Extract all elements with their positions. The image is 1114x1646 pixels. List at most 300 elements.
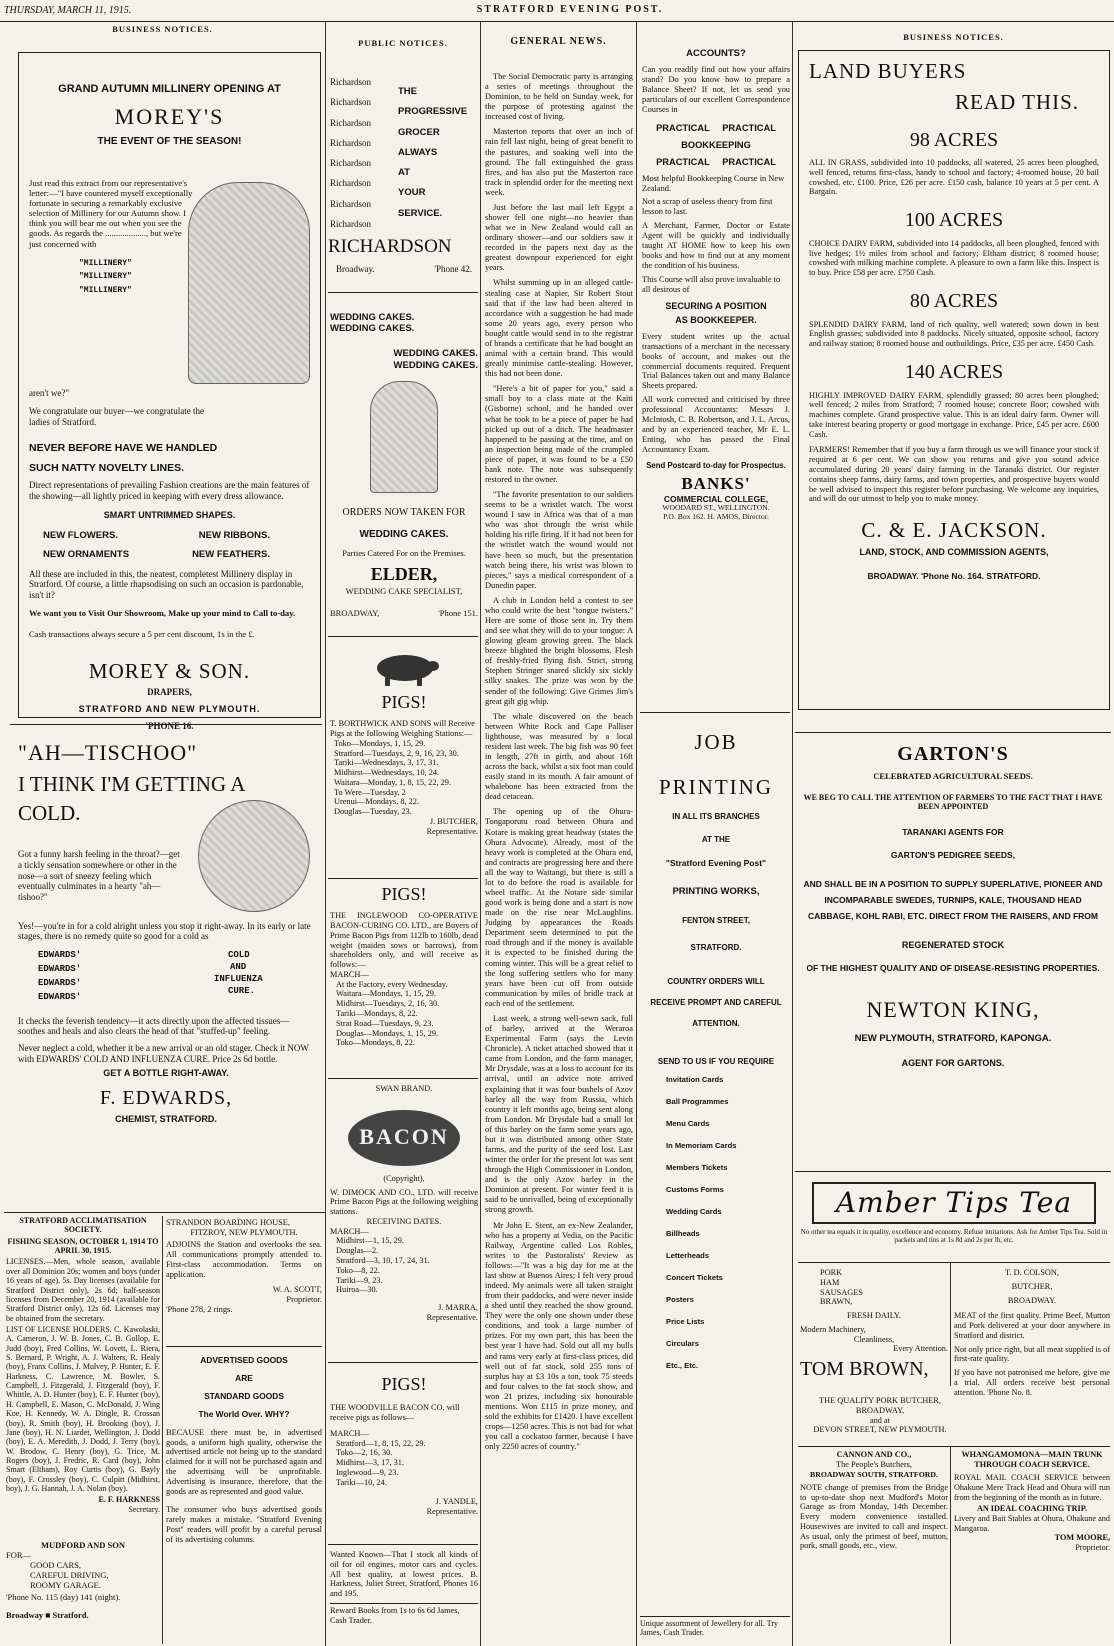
ad-divider: [166, 1346, 322, 1347]
land-title2: READ THIS.: [955, 89, 1079, 114]
pigs-march: MARCH—: [330, 1428, 369, 1438]
pigs-station-list: [330, 739, 478, 817]
tischoo-p2: Yes!—you're in for a cold alright unless you stop it right-away. In its early or late stages, there is no remedy quite so good for a cold as: [18, 920, 311, 942]
mudford-line: CAREFUL DRIVING,: [30, 1570, 109, 1581]
morey-advert: [18, 52, 321, 731]
job-t3: IN ALL ITS BRANCHES: [672, 811, 760, 821]
morey-cash: Cash transactions always secure a 5 per cent discount, 1s in the £.: [29, 628, 255, 639]
cure-word: AND: [230, 961, 247, 972]
accounts-practical: PRACTICAL PRACTICAL: [656, 156, 776, 167]
coach-trip: AN IDEAL COACHING TRIP.: [976, 1504, 1088, 1514]
news-paragraph: A club in London held a contest to see who could write the best "tongue twisters." Here are some of those sent in. Try them and see what they will do to your tongue: A glowing gleam growing green. The black breeze blighted the bright blossoms. Flesh of freshly-fried flying fish. Strict, strong Stephen Stringer snared slickly six sickly silky snakes. The prize was won by the sender of the following: Give Grimes Jim's great gilt gig whip.: [485, 595, 633, 706]
garton-supply: AND SHALL BE IN A POSITION TO SUPPLY SUPERLATIVE, PIONEER AND INCOMPARABLE SWEDES, TURNIPS, KALE, THOUSAND HEAD CABBAGE, KOHL RABI, ETC. DIRECT FROM THE RAISERS, AND FROM: [803, 878, 1103, 921]
morey-ribbons: NEW RIBBONS.: [198, 530, 270, 542]
mudford-line: GOOD CARS,: [30, 1560, 82, 1571]
pigs-station-row: Toko—Mondays, 8, 22.: [336, 1038, 415, 1048]
pigs-title: PIGS!: [381, 1374, 427, 1394]
land-acres: 98 ACRES: [909, 128, 999, 151]
morey-congratulate: We congratulate our buyer—we congratulate the ladies of Stratford.: [29, 406, 204, 427]
sneezing-man-illustration: [198, 800, 310, 912]
mudford-name: MUDFORD AND SON: [40, 1540, 126, 1550]
morey-natty: SUCH NATTY NOVELTY LINES.: [29, 461, 184, 474]
land-acres: 100 ACRES: [904, 209, 1004, 232]
tischoo-title: "AH—TISCHOO": [18, 740, 198, 765]
pigs-station-row: Douglas—2.: [336, 1246, 379, 1256]
morey-heading: GRAND AUTUMN MILLINERY OPENING AT: [58, 83, 281, 95]
pigs-station-row: Midhirst—Wednesdays, 10, 24.: [334, 768, 440, 778]
reward-books: Reward Books from 1s to 6s 6d James, Cash Trader.: [330, 1603, 478, 1626]
edwards-name: F. EDWARDS,: [99, 1086, 233, 1109]
brown-line: SAUSAGES: [820, 1287, 863, 1297]
section-label: PUBLIC NOTICES.: [358, 38, 448, 48]
column-rule: [636, 22, 637, 1646]
edwards-chemist: CHEMIST, STRATFORD.: [115, 1114, 217, 1125]
strandon-phone: 'Phone 278, 2 rings.: [166, 1305, 233, 1315]
pigs-station-row: Stratford—Tuesdays, 2, 9, 16, 23, 30.: [334, 748, 459, 758]
richardson-word: YOUR: [398, 187, 426, 199]
tischoo-title2: I THINK I'M GETTING A: [18, 771, 246, 796]
accounts-p2: Most helpful Bookkeeping Course in New Zealand.: [642, 173, 785, 193]
job-item: Billheads: [666, 1228, 700, 1238]
strandon-prop: Proprietor.: [286, 1295, 322, 1305]
banks-college: COMMERCIAL COLLEGE,: [663, 493, 769, 504]
dimock-pigs-notice: [330, 1084, 478, 1360]
adv-t2: ARE: [235, 1372, 253, 1383]
pigs-station-row: Douglas—Mondays, 1, 15, 29.: [336, 1028, 439, 1038]
mudford-phone: 'Phone No. 115 (day) 141 (night).: [6, 1592, 121, 1603]
accounts-bookkeeper: AS BOOKKEEPER.: [675, 315, 757, 326]
garton-regenerated: REGENERATED STOCK: [901, 939, 1005, 950]
elder-address: BROADWAY,: [330, 607, 380, 618]
pigs-station-row: Urenui—Mondays, 8, 22.: [334, 797, 420, 807]
dimock-intro: W. DIMOCK AND CO., LTD. will receive Prime Bacon Pigs at the following weighing stations.: [330, 1187, 478, 1217]
job-item: Wedding Cards: [666, 1206, 722, 1216]
pigs-title: PIGS!: [381, 692, 427, 712]
strandon-title: STRANDON BOARDING HOUSE,: [166, 1218, 291, 1227]
morey-want: We want you to Visit Our Showroom, Make up your mind to Call to-day.: [29, 608, 296, 619]
pigs-station-row: Inglewood—9, 23.: [336, 1467, 399, 1477]
garton-subtitle: CELEBRATED AGRICULTURAL SEEDS.: [873, 770, 1033, 781]
wedding-cake-illustration: [370, 381, 438, 493]
accounts-p3: Not a scrap of useless theory from first lesson to last.: [642, 197, 773, 217]
millinery-text: "MILLINERY": [79, 272, 132, 282]
pigs-march: MARCH—: [330, 969, 369, 979]
job-t5: "Stratford Evening Post": [665, 858, 767, 869]
richardson-repeat: Richardson: [330, 219, 371, 230]
colson-advert: [954, 1268, 1110, 1444]
coach-sign: TOM MOORE,: [1054, 1533, 1110, 1543]
dimock-rep: Representative.: [426, 1312, 478, 1322]
general-news-column: [485, 72, 633, 1644]
job-t2: PRINTING: [659, 774, 773, 799]
ad-divider: [328, 636, 478, 637]
job-t9: COUNTRY ORDERS WILL: [667, 976, 765, 986]
job-t4: AT THE: [701, 834, 731, 844]
pigs-station-row: Stratford—3, 10, 17, 24, 31.: [336, 1256, 430, 1266]
morey-name: MOREY'S: [114, 103, 225, 129]
cure-word: INFLUENZA: [214, 973, 263, 984]
wedding-cakes: WEDDING CAKES.: [393, 348, 478, 360]
accounts-p7: All work corrected and criticised by three professional Accountants: Messrs J. McIntosh, C. B. Robertson, and J. L. Arcus, and by an experienced teacher, Mr E. L. Enting, who has passed the Final Accountancy Exam.: [642, 395, 790, 454]
pigs-station-row: Waitara—Monday, 1, 8, 15, 22, 29.: [334, 777, 452, 787]
issue-date: THURSDAY, MARCH 11, 1915.: [4, 5, 132, 16]
richardson-word: ALWAYS: [398, 146, 438, 158]
job-item: Price Lists: [666, 1316, 705, 1326]
elder-wedding: WEDDING CAKES.: [359, 528, 449, 540]
news-paragraph: Mr John E. Stent, an ex-New Zealander, who has a property at Vedia, on the Pacific Railway, Argentine called Los Robles, writes to the Pastoralists' Review as follows:—"It was a big day for me at the last show at Buenos Aires; I felt very proud indeed. My animals were all taken straight from their paddocks, and were never inside a shed until they reached the show ground. They were the only one shown under these conditions, and took a large number of prizes. For my own part, this has been the best year I have had. Sold out all my bulls and rams very early at first-class prices, did well out of fat stock, sold 255 tons of surplus hay at £3 10s a ton, took 75 steeds and four calves to the fat stock show, and won 21 prizes, including six honourable mentions. Won £115 in prize money, and sold the exhibits for £1420. I have excellent crops—1250 acres. This is not bad for what you call a cockatoo farmer, because I have only 2250 acres of country.": [485, 1220, 633, 1452]
accl-list: LIST OF LICENSE HOLDERS. C. Kawolaski, A. Cameron, J. W. B. Jones, C. B. Gollop, E. Judd (boy), Fred Collins, W. Lovett, L. Riera, S. Bernard, P. Wright, A. J. Walters, R. Healy (boy), Franx Collins, J. Mulvey, P. Hunter, E. F. Harkness, C. Lawrence, M. Bowler, S. Campbell, J. Fitzgerald, J. Fitzgerald (boy), F. Whittle, A. D. Hunter (boy), E. F. Hunter (boy), H. Campbell, E. Mason, C. McDonald, J. Wing Koe, H. Kennedy, W. A. Dingle, R. Crossan (boy), R. Smith (boy), H. Brooking (boy), J. Jane (boy), H. N. Liardet, Wellington, J. Dodd (boy), E. A. Meredith, J. Dodd, J. Terry (boy), W. Brodow, C. Henry (boy), G. Trice, M. Rogers (boy), J. Fredric, R. Card (boy), John Smart (Eltham), Roy Curtis (boy), G. Bayly (boy), F. Crossley (boy), C. Culpitt (Midhirst, boy), J. G. Hannah, J. A. Nolan (boy).: [6, 1324, 160, 1494]
advertised-goods-notice: [166, 1352, 322, 1642]
morey-phone: 'PHONE 16.: [145, 720, 194, 731]
masthead: [0, 0, 1114, 22]
elder-name: ELDER,: [370, 564, 438, 585]
wedding-cakes: WEDDING CAKES.: [393, 359, 478, 371]
adv-p1: BECAUSE there must be, in advertised goods, a uniform high quality, otherwise the advertised article not being up to the standard claimed for it will not be purchased again and the advertising will be unprofitable. Advertising is insurance, therefore, that the goods are as represented and good value.: [166, 1427, 322, 1497]
pigs-station-row: Midhirst—1, 15, 29.: [336, 1236, 404, 1246]
coach-stables: Livery and Bait Stables at Ohura, Ohakune and Mangaroa.: [954, 1514, 1110, 1533]
banks-college-advert: [642, 48, 790, 608]
elder-orders: ORDERS NOW TAKEN FOR: [342, 506, 466, 518]
accounts-p4: A Merchant, Farmer, Doctor or Estate Agent will be quickly and individually taught AT HOME how to keep his own books and how to find out at any moment the condition of his business.: [642, 221, 790, 270]
job-item: Invitation Cards: [666, 1075, 724, 1085]
land-acres: 140 ACRES: [904, 360, 1004, 383]
accounts-p6: Every student writes up the actual transactions of a merchant in the necessary books of account, and makes out the commercial documents required. Frequent Trial Balances taken out and many Balance Sheets prepared.: [642, 331, 790, 391]
coach-title: WHANGAMOMONA—MAIN TRUNK THROUGH COACH SERVICE.: [961, 1450, 1103, 1469]
pigs-rep: Representative.: [426, 1507, 478, 1517]
cannon-sub: The People's Butchers,: [836, 1459, 912, 1469]
mudford-for: FOR—: [6, 1550, 32, 1561]
amber-logo-box: [812, 1182, 1096, 1224]
tischoo-p4: Never neglect a cold, whether it be a new arrival or an old stager. Check it NOW with EDWARDS' COLD AND INFLUENZA CURE. Price 2s 6d bottle.: [18, 1042, 309, 1064]
column-rule: [325, 22, 326, 1646]
borthwick-pigs-notice: [330, 648, 478, 874]
land-desc: ALL IN GRASS, subdivided into 10 paddocks, all watered, 25 acres been ploughed, well fenced, returns first-class, handy to school and factory; 4-roomed house, 20 bail cowshed, etc. £100. Price, £26 per acre. £150 cash, balance 10 years at 5 per cent. A Bargain.: [809, 158, 1099, 197]
cannon-body: NOTE change of premises from the Bridge to up-to-date shop next Mudford's Motor Garage as from Monday, 14th December. Every modern convenience installed. Housewives are invited to call and inspect. As usual, only the primest of beef, mutton, pork, small goods, etc., view.: [800, 1482, 948, 1551]
land-title1: LAND BUYERS: [809, 59, 967, 83]
coach-prop: Proprietor.: [1075, 1543, 1110, 1553]
pigs-sign: J. BUTCHER,: [429, 817, 478, 827]
richardson-repeat: Richardson: [330, 198, 371, 209]
coach-body: ROYAL MAIL COACH SERVICE between Ohakune Mere Track Head and Ohura will run from the beginning of the month as in future.: [954, 1473, 1110, 1502]
pigs-station-row: Midhirst—3, 17, 31.: [336, 1458, 404, 1468]
richardson-address: Broadway.: [336, 264, 375, 275]
accounts-bookkeeping: BOOKKEEPING: [681, 139, 751, 150]
colson-p1: MEAT of the first quality. Prime Beef, Mutton and Pork delivered at your door anywhere in Stratford and district.: [954, 1311, 1110, 1340]
wanted-body: Wanted Known—That I stock all kinds of oil for oil engines, motor cars and cycles. All best quality, at lowest prices. B. Harkness, Juliet Street, Stratford, Phones 16 and 195.: [330, 1550, 478, 1599]
adv-p2: The consumer who buys advertised goods rarely makes a mistake. "Stratford Evening Post" readers will profit by a careful perusal of its advertising columns.: [166, 1504, 322, 1544]
morey-all: All these are included in this, the neatest, completest Millinery display in Stratford. Of course, a little rhapsodising on such an occasion is pardonable, isn't it?: [29, 568, 304, 600]
pigs-station-row: Tariki—10, 24.: [336, 1477, 387, 1487]
brown-quality: THE QUALITY PORK BUTCHER,: [819, 1396, 941, 1405]
elder-specialist: WEDDING CAKE SPECIALIST,: [345, 585, 463, 596]
jackson-firm: C. & E. JACKSON.: [861, 518, 1047, 543]
morey-ornaments: NEW ORNAMENTS: [43, 549, 130, 561]
job-t11: ATTENTION.: [692, 1019, 740, 1029]
morey-flowers: NEW FLOWERS.: [43, 530, 118, 542]
bacon-pig-logo: [344, 1102, 464, 1172]
pig-icon: [369, 648, 439, 688]
edwards-advert: [10, 740, 322, 1210]
morey-feathers: NEW FEATHERS.: [192, 549, 270, 561]
elder-phone: 'Phone 151.: [438, 607, 478, 618]
dimock-march: MARCH—: [330, 1226, 369, 1236]
jackson-address: BROADWAY. 'Phone No. 164. STRATFORD.: [867, 571, 1041, 582]
ad-divider: [798, 1262, 1110, 1263]
newton-king: NEWTON KING,: [866, 996, 1040, 1022]
job-item: Posters: [666, 1294, 694, 1304]
column-rule: [792, 22, 793, 1646]
elder-advert: [330, 312, 478, 632]
wanted-known-notice: [330, 1550, 478, 1644]
adv-t4: The World Over. WHY?: [198, 1408, 290, 1419]
richardson-word: SERVICE.: [398, 207, 443, 219]
richardson-big: RICHARDSON: [328, 236, 452, 257]
richardson-repeat: Richardson: [330, 178, 371, 189]
morey-place: STRATFORD AND NEW PLYMOUTH.: [78, 704, 261, 715]
pigs-station-row: Toko—2, 16, 30.: [336, 1448, 393, 1458]
pigs-station-row: Strat Road—Tuesdays, 9, 23.: [336, 1018, 434, 1028]
pigs-title: PIGS!: [381, 884, 427, 904]
tischoo-p1: Got a funny harsh feeling in the throat?—get a tickly sensation somewhere or other in the nose—a sort of sneezy feeling which eventually culminates in a hearty "ah—tishoo?": [18, 849, 180, 902]
ad-divider: [328, 1362, 478, 1363]
job-item: Ball Programmes: [666, 1097, 729, 1107]
news-paragraph: Last week, a strong well-sewn sack, full of barley, arrived at the Weraroa Experimental Farm (says the Levin Chronicle). A ticket attached showed that it came from London, and the farm manager, Mr Drysdale, was at a loss to account for its arrival, until an advice note arrived explaining that it was four bushels of Azov barley all the way from Russia, which country it left months ago, being sent along from London. Mr Drysdale had a small lot of this barley on the farm some years ago, but it was distributed among other State farms, and the purity of the seed lost. Last winter the order for the present lot was sent through the High Commissioner in London, and is the only Azov barley in the Dominion at present. For winter feed it is said to be unrivalled, being of exceptionally strong growth.: [485, 1013, 633, 1215]
column-rule: [480, 22, 481, 1646]
brown-line: BRAWN,: [820, 1297, 853, 1307]
newton-towns: NEW PLYMOUTH, STRATFORD, KAPONGA.: [854, 1032, 1052, 1044]
job-items-list: [642, 1076, 790, 1370]
richardson-word: AT: [398, 167, 410, 179]
garton-seeds-advert: [795, 732, 1111, 1172]
accl-sign: E. F. HARKNESS: [98, 1495, 160, 1505]
swan-copyright: (Copyright).: [383, 1173, 425, 1183]
section-label: BUSINESS NOTICES.: [903, 32, 1004, 42]
morey-direct: Direct representations of prevailing Fashion creations are the main features of the showing—all lightly priced in keeping with every dress allowance.: [29, 480, 310, 501]
woodville-pigs-notice: [330, 1370, 478, 1540]
ad-divider: [798, 1446, 1110, 1447]
job-item: Letterheads: [666, 1250, 710, 1260]
garton-attention: WE BEG TO CALL THE ATTENTION OF FARMERS TO THE FACT THAT I HAVE BEEN APPOINTED: [803, 792, 1103, 812]
richardson-repeat: Richardson: [330, 158, 371, 169]
paper-title: STRATFORD EVENING POST.: [476, 4, 664, 15]
pigs-station-row: Stratford—1, 8, 15, 22, 29.: [336, 1438, 426, 1448]
accounts-practical: PRACTICAL PRACTICAL: [656, 122, 776, 133]
strandon-owner: W. A. SCOTT,: [272, 1285, 322, 1295]
accl-season: FISHING SEASON, OCTOBER 1, 1914 TO APRIL 30, 1915.: [7, 1236, 159, 1256]
column-rule: [162, 1216, 163, 1644]
richardson-repeat: Richardson: [330, 137, 371, 148]
news-paragraph: "The favorite presentation to our soldiers seems to be a wristlet watch. The worst wound I saw in Africa was that of a man who was shot through the wrist while holding his rifle firing. If it had not been for the wristlet watch the wound would not have been so much, but the presentation watch being there, his wrist was blown to pieces," says a medical correspondent of a Dunedin paper.: [485, 490, 633, 590]
richardson-word: GROCER: [398, 126, 440, 138]
job-item: Circulars: [666, 1338, 699, 1348]
pigs-station-row: Toko—8, 22.: [336, 1265, 380, 1275]
banks-po: P.O. Box 162. H. AMOS, Director.: [663, 511, 769, 521]
accounts-send: Send Postcard to-day for Prospectus.: [646, 460, 786, 470]
richardson-repeat: Richardson: [330, 117, 371, 128]
jackson-agents: LAND, STOCK, AND COMMISSION AGENTS,: [859, 546, 1049, 557]
pigs-intro: T. BORTHWICK AND SONS will Receive Pigs at the following Weighing Stations:—: [330, 719, 475, 739]
ad-divider: [328, 1544, 478, 1545]
unique-text: Unique assortment of Jewellery for all. Try James, Cash Trader.: [640, 1616, 790, 1638]
garton-title: GARTON'S: [897, 743, 1009, 765]
morey-never: NEVER BEFORE HAVE WE HANDLED: [29, 441, 218, 454]
pigs-station-list: [330, 1236, 478, 1295]
brown-line: HAM: [820, 1277, 840, 1287]
pigs-sign: J. YANDLE,: [435, 1497, 478, 1507]
pigs-station-row: Waitara—Mondays, 1, 15, 29.: [336, 989, 437, 999]
pigs-station-row: To Were—Tuesday, 2: [334, 787, 406, 797]
edwards-word: EDWARDS': [38, 977, 82, 988]
ad-divider: [10, 724, 322, 725]
pigs-intro: THE INGLEWOOD CO-OPERATIVE BACON-CURING CO. LTD., are Buyers of Prime Bacon Pigs from 112lb to 160lb, dead weight (maiden sows or barrows), from shareholders only, and will receive as follows:—: [330, 911, 478, 970]
edwards-word: EDWARDS': [38, 963, 82, 974]
accounts-title: ACCOUNTS?: [686, 48, 746, 59]
ad-divider: [328, 1078, 478, 1079]
edwards-word: EDWARDS': [38, 991, 82, 1002]
garton-quality: OF THE HIGHEST QUALITY AND OF DISEASE-RESISTING PROPERTIES.: [806, 962, 1100, 973]
richardson-repeat: Richardson: [330, 97, 371, 108]
brown-fresh: FRESH DAILY.: [847, 1311, 901, 1321]
richardson-phone: 'Phone 42.: [434, 264, 472, 275]
dimock-sign: J. MARRA,: [438, 1303, 478, 1313]
cure-word: COLD: [228, 949, 250, 960]
pigs-station-row: Midhirst—Tuesdays, 2, 16, 30.: [336, 999, 440, 1009]
pigs-intro: THE WOODVILLE BACON CO. will receive pigs as follows—: [330, 1403, 460, 1423]
news-paragraph: The Social Democratic party is arranging a series of meetings throughout the Dominion, to be held on Sunday week, for the purpose of protesting against the increased cost of living.: [485, 72, 633, 122]
richardson-advert: [330, 72, 478, 237]
tom-brown-address: [800, 1396, 960, 1442]
amber-tips-advert: [800, 1182, 1108, 1262]
morey-event: THE EVENT OF THE SEASON!: [97, 135, 242, 147]
morey-firm: MOREY & SON.: [88, 658, 251, 683]
land-desc: SPLENDID DAIRY FARM, land of rich quality, well watered; sown down in best English grasses; subdivided into 8 paddocks. Nicely situated, opposite school, factory and railway station; 8 roomed house and outbuildings. Price, £35 per acre. £450 Cash.: [809, 319, 1099, 349]
job-t7: FENTON STREET,: [682, 915, 750, 925]
job-item: Etc., Etc.: [666, 1360, 699, 1370]
ad-divider: [328, 292, 478, 293]
amber-sub: No other tea equals it in quality, excellence and economy. Refuse imitations. Ask for Amber Tips Tea. Sold in packets and tins at 1s 8d and 2s per lb, etc.: [800, 1228, 1108, 1245]
pigs-station-row: Toko—Mondays, 1, 15, 29.: [334, 738, 426, 748]
mudford-address: Broadway ■ Stratford.: [6, 1610, 89, 1621]
brown-broadway: BROADWAY,: [855, 1405, 905, 1415]
bacon-word: BACON: [359, 1123, 449, 1149]
brown-devon: DEVON STREET, NEW PLYMOUTH.: [813, 1425, 947, 1435]
news-paragraph: "Here's a bit of paper for you," said a small boy to a class mate at the Kaiti (Gisborne) school, and he handed over what he took to be a piece of paper he had picked up out of a ditch. The headmaster happened to be passing at the time, and on an inspection being made of the crumpled piece of paper, it was found to be a £50 bank note. The note was subsequently restored to the owner.: [485, 384, 633, 484]
pigs-station-row: Tariki—Mondays, 8, 22.: [336, 1009, 418, 1019]
pigs-station-list: [330, 1439, 478, 1488]
cure-word: CURE.: [228, 985, 256, 996]
job-item: Menu Cards: [666, 1119, 710, 1129]
land-desc: CHOICE DAIRY FARM, subdivided into 14 paddocks, all been ploughed, fenced with live hedges; 1½ miles from school and factory; Eltham district; 8 roomed house; cowshed with milking machine complete. A pleasure to own a farm like this. Inspect is to buy. Price £58 per acre. £750 Cash.: [809, 238, 1099, 278]
pigs-station-list: [330, 980, 478, 1048]
column-rule: [950, 1262, 951, 1386]
edwards-word: EDWARDS': [38, 949, 82, 960]
job-t12: SEND TO US IF YOU REQUIRE: [657, 1056, 775, 1066]
cannon-name: CANNON AND CO.,: [836, 1450, 912, 1459]
column-rule: [950, 1446, 951, 1644]
morey-drapers: DRAPERS,: [147, 687, 192, 698]
tischoo-title3: COLD.: [18, 800, 81, 825]
accounts-p1: Can you readily find out how your affairs stand? Do you know how to prepare a Balance Sheet? If not, let us send you particulars of our excellent Correspondence Courses in: [642, 65, 790, 114]
colson-broadway: BROADWAY.: [1007, 1295, 1057, 1305]
ad-divider: [640, 712, 790, 713]
strandon-advert: [166, 1218, 322, 1338]
pigs-station-row: Douglas—Tuesday, 23.: [334, 807, 412, 817]
brown-and: and at: [869, 1415, 891, 1425]
accounts-securing: SECURING A POSITION: [665, 300, 767, 311]
colson-p2: Not only price right, but all meat supplied is of first-rate quality.: [954, 1344, 1110, 1364]
morey-smart: SMART UNTRIMMED SHAPES.: [103, 509, 236, 520]
pigs-rep: Representative.: [426, 826, 478, 836]
elder-parties: Parties Catered For on the Premises.: [342, 548, 466, 559]
accounts-p5: This Course will also prove invaluable to all desirous of: [642, 274, 781, 294]
accl-body: LICENSES.—Men, whole season, available over all Dominion 20s; women and boys (under 16 years of age), 5s. Day licenses (available for Stratford District only), 2s 6d; half-season licenses from December 20, 1914 (available for Stratford District only), 12s 6d. Licenses may be obtained from the secretary.: [6, 1257, 160, 1323]
richardson-word: PROGRESSIVE: [398, 106, 468, 118]
wedding-cakes: WEDDING CAKES.: [330, 323, 415, 335]
inglewood-pigs-notice: [330, 884, 478, 1074]
colson-name: T. D. COLSON,: [1004, 1268, 1059, 1277]
colson-butcher: BUTCHER,: [1011, 1281, 1053, 1291]
richardson-signature: [328, 236, 480, 286]
land-acres: 80 ACRES: [909, 289, 999, 312]
ad-divider: [328, 878, 478, 879]
pigs-station-row: At the Factory, every Wednesday.: [336, 979, 448, 989]
unique-notice: [640, 1616, 790, 1644]
millinery-text: "MILLINERY": [79, 258, 132, 268]
section-label: GENERAL NEWS.: [510, 36, 607, 47]
morey-arent: aren't we?": [29, 387, 70, 398]
swan-brand: SWAN BRAND.: [375, 1084, 433, 1093]
news-paragraph: The opening up of the Ohura-Tongaporutu road between Ohura and Kotare is making great headway (states the Ohura Advocate). Already, most of the heavy work is completed at the Ohura end, and contracts are progressing here and there all the way to Waitangi, but there is still a lot to do before the road is available for wheel traffic. At the Notare side similar good work is being done and a start is now made on the rise near McLaughlins. Judging by appearances the Roads Department seem determined to put the road through and if the money is available it is expected to be finished during the coming winter. This will be a great relief to the long suffering settlers who for many years have been cut off from outside communication by miles of bridle track at each end of the settlement.: [485, 807, 633, 1008]
mudford-advert: [6, 1540, 160, 1640]
newton-agent: AGENT FOR GARTONS.: [901, 1057, 1005, 1068]
adv-t3: STANDARD GOODS: [204, 1390, 284, 1401]
banks-address: WOODARD ST., WELLINGTON.: [662, 502, 770, 512]
banks-name: BANKS': [681, 473, 751, 493]
dimock-dates: RECEIVING DATES.: [366, 1216, 442, 1226]
brown-line: PORK: [820, 1268, 843, 1277]
cannon-advert: [800, 1450, 948, 1644]
strandon-location: FITZROY, NEW PLYMOUTH.: [190, 1227, 298, 1237]
pigs-station-row: Huiroa—30.: [336, 1285, 378, 1295]
coach-service-advert: [954, 1450, 1110, 1644]
jackson-land-advert: [798, 50, 1110, 710]
richardson-repeat: Richardson: [330, 77, 371, 87]
garton-pedigree: GARTON'S PEDIGREE SEEDS,: [890, 849, 1016, 860]
job-item: In Memoriam Cards: [666, 1141, 737, 1151]
accl-title: STRATFORD ACCLIMATISATION SOCIETY.: [19, 1216, 147, 1235]
news-paragraph: Masterton reports that over an inch of rain fell last night, being of great benefit to the pastures, and soaking well into the ground. The fall extinguished the grass fires, and has also put the Masterton race track in splendid order for the meeting next week.: [485, 127, 633, 197]
accl-sec: Secretary.: [128, 1504, 160, 1514]
colson-p3: If you have not patronised me before, give me a trial. All orders receive best personal attention. 'Phone No. 8.: [954, 1368, 1110, 1397]
richardson-word: THE: [398, 86, 417, 97]
brown-every: Every Attention.: [893, 1344, 948, 1354]
brown-clean: Cleanliness,: [853, 1334, 895, 1344]
section-label: BUSINESS NOTICES.: [112, 24, 213, 34]
tom-brown-advert: [800, 1268, 948, 1396]
job-item: Customs Forms: [666, 1185, 724, 1195]
pigs-station-row: Tariki—9, 23.: [336, 1275, 383, 1285]
job-t6: PRINTING WORKS,: [672, 886, 760, 898]
garton-agents: TARANAKI AGENTS FOR: [902, 827, 1004, 838]
adv-t1: ADVERTISED GOODS: [200, 1355, 288, 1365]
brown-name: TOM BROWN,: [800, 1358, 929, 1381]
amber-name: Amber Tips Tea: [835, 1186, 1073, 1220]
job-t1: JOB: [694, 730, 738, 754]
millinery-text: "MILLINERY": [79, 285, 132, 295]
land-desc: HIGHLY IMPROVED DAIRY FARM, splendidly grassed; 80 acres been ploughed; well fenced; 2 miles from Stratford; 7 roomed house; concrete floor; cowshed with machines complete. Grand prospective value. This is an ideal dairy farm. Owner will take interest bearing property or good mortgage in exchange. Price, £45 per acre. £600 Cash.: [809, 390, 1099, 439]
cannon-address: BROADWAY SOUTH, STRATFORD.: [810, 1469, 938, 1479]
pigs-station-row: Tariki—Wednesdays, 3, 17, 31.: [334, 758, 439, 768]
